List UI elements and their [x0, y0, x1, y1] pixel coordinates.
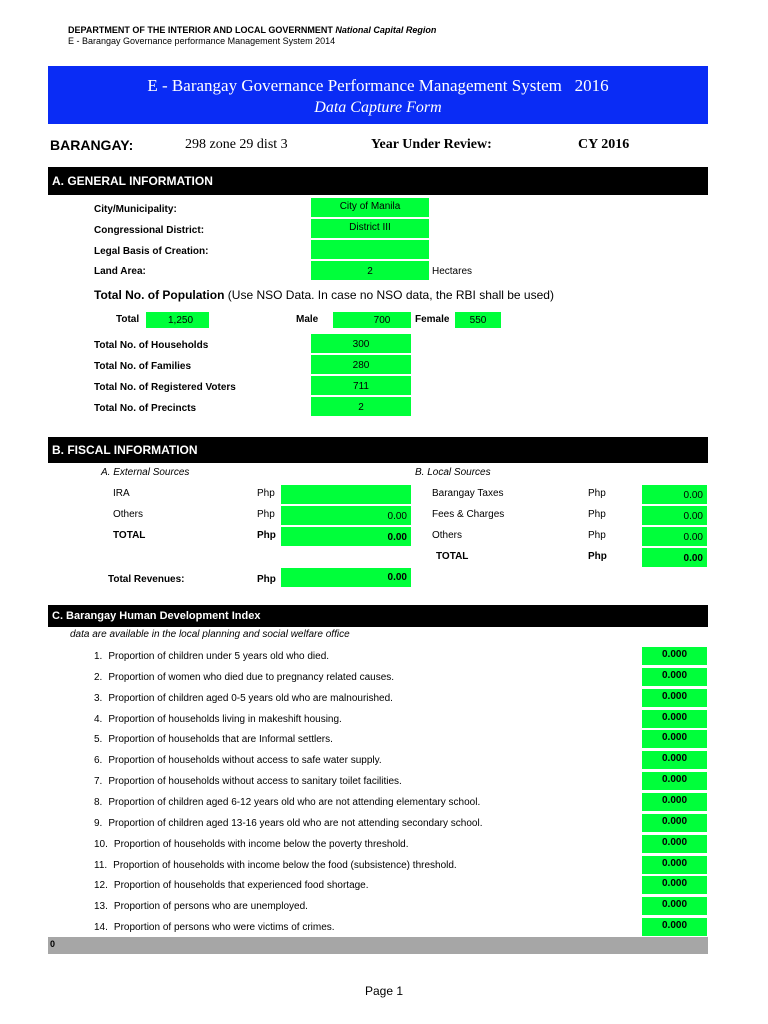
hdi-item-number: 1.	[94, 651, 103, 662]
hdi-item	[94, 672, 394, 683]
taxes-field[interactable]: 0.00	[641, 484, 708, 505]
banner-title-text: E - Barangay Governance Performance Management System	[147, 76, 562, 95]
hdi-item-text: Proportion of households with income below the poverty threshold.	[113, 838, 409, 850]
hdi-item-value[interactable]: 0.000	[641, 688, 708, 708]
land-area-field[interactable]: 2	[310, 260, 430, 281]
region-name: National Capital Region	[335, 25, 437, 35]
families-field[interactable]: 280	[310, 354, 412, 375]
hdi-item-text: Proportion of households without access to safe water supply.	[108, 755, 382, 767]
hdi-item-number: 3.	[94, 692, 103, 704]
ext-others-field[interactable]: 0.00	[280, 505, 412, 526]
ira-currency: Php	[257, 488, 275, 499]
page-number: Page 1	[365, 984, 404, 998]
hdi-item-number: 6.	[94, 755, 103, 767]
hdi-note: data are available in the local planning and social welfare office	[70, 629, 350, 640]
hdi-item-text: Proportion of persons who were victims of crimes.	[113, 922, 335, 934]
banner-year: 2016	[574, 76, 609, 95]
households-label: Total No. of Households	[94, 340, 209, 351]
hdi-item-number: 10.	[94, 838, 108, 850]
land-area-label: Land Area:	[94, 266, 146, 277]
legal-basis-field[interactable]	[310, 239, 430, 260]
hdi-item-text: Proportion of households with income below the food (subsistence) threshold.	[113, 859, 457, 871]
hdi-item	[94, 901, 308, 912]
hdi-item-value[interactable]: 0.000	[641, 834, 708, 854]
voters-field[interactable]: 711	[310, 375, 412, 396]
hdi-item-value[interactable]: 0.000	[641, 750, 708, 770]
loc-others-label: Others	[432, 530, 463, 541]
hdi-item	[94, 755, 382, 766]
hdi-item	[94, 860, 457, 871]
banner-subtitle: Data Capture Form	[314, 99, 442, 116]
district-label: Congressional District:	[94, 225, 205, 236]
fees-field[interactable]: 0.00	[641, 505, 708, 526]
hdi-item-text: Proportion of children aged 6-12 years old who are not attending elementary school.	[108, 796, 481, 808]
fees-currency: Php	[588, 509, 606, 520]
loc-total-field: 0.00	[641, 547, 708, 568]
hdi-item	[94, 651, 329, 662]
hdi-item-value[interactable]: 0.000	[641, 813, 708, 833]
hdi-item-text: Proportion of households without access to sanitary toilet facilities.	[108, 776, 402, 788]
hdi-item-number: 9.	[94, 817, 103, 829]
ext-others-currency: Php	[257, 509, 275, 520]
hdi-item-value[interactable]: 0.000	[641, 646, 708, 666]
hdi-item	[94, 714, 342, 725]
hdi-item-value[interactable]: 0.000	[641, 729, 708, 749]
pop-total-field[interactable]: 1,250	[145, 311, 210, 329]
hdi-item-value[interactable]: 0.000	[641, 667, 708, 687]
taxes-currency: Php	[588, 488, 606, 499]
precincts-label: Total No. of Precincts	[94, 403, 197, 414]
precincts-field[interactable]: 2	[310, 396, 412, 417]
hdi-item-text: Proportion of children aged 0-5 years old who are malnourished.	[108, 692, 393, 704]
ext-total-label: TOTAL	[113, 530, 146, 541]
year-review-value[interactable]: CY 2016	[578, 137, 630, 152]
city-field[interactable]: City of Manila	[310, 197, 430, 218]
year-review-label: Year Under Review:	[371, 137, 492, 152]
ira-label: IRA	[113, 488, 130, 499]
hdi-item-text: Proportion of children aged 13-16 years old who are not attending secondary school.	[108, 817, 483, 829]
hdi-item-text: Proportion of households living in makeshift housing.	[108, 713, 342, 725]
legal-basis-label: Legal Basis of Creation:	[94, 246, 209, 257]
department-header	[68, 25, 436, 35]
households-field[interactable]: 300	[310, 333, 412, 354]
hdi-item-number: 7.	[94, 776, 103, 788]
city-label: City/Municipality:	[94, 204, 177, 215]
hdi-item	[94, 818, 482, 829]
department-name: DEPARTMENT OF THE INTERIOR AND LOCAL GOVERNMENT	[68, 25, 333, 35]
banner-title	[48, 76, 708, 96]
external-sources-title: A. External Sources	[101, 467, 190, 478]
fees-label: Fees & Charges	[432, 509, 505, 520]
barangay-value[interactable]: 298 zone 29 dist 3	[185, 137, 288, 152]
population-note: (Use NSO Data. In case no NSO data, the RBI shall be used)	[227, 288, 554, 302]
barangay-label: BARANGAY:	[50, 137, 134, 153]
hdi-item-number: 4.	[94, 713, 103, 725]
section-fiscal-header: B. FISCAL INFORMATION	[48, 437, 708, 463]
hdi-item	[94, 922, 335, 933]
hdi-item	[94, 693, 393, 704]
hdi-item-number: 14.	[94, 922, 108, 934]
hdi-item	[94, 734, 333, 745]
hdi-item-value[interactable]: 0.000	[641, 896, 708, 916]
ext-others-label: Others	[113, 509, 144, 520]
hdi-item-number: 12.	[94, 880, 108, 892]
section-general-header: A. GENERAL INFORMATION	[48, 167, 708, 195]
hdi-item	[94, 797, 480, 808]
hdi-item-number: 13.	[94, 901, 108, 913]
district-field[interactable]: District III	[310, 218, 430, 239]
revenues-currency: Php	[257, 574, 276, 585]
ext-total-currency: Php	[257, 530, 276, 541]
footer-bar	[48, 937, 708, 954]
hdi-item-text: Proportion of persons who are unemployed.	[113, 901, 308, 913]
hdi-item-value[interactable]: 0.000	[641, 875, 708, 895]
population-heading	[94, 288, 554, 302]
footer-value: 0	[50, 939, 56, 949]
hdi-item	[94, 776, 402, 787]
population-title: Total No. of Population	[94, 288, 225, 302]
system-subtitle: E - Barangay Governance performance Management System 2014	[68, 36, 336, 46]
hdi-item-text: Proportion of households that experienced food shortage.	[113, 880, 369, 892]
loc-others-field[interactable]: 0.00	[641, 526, 708, 547]
hdi-item-value[interactable]: 0.000	[641, 792, 708, 812]
loc-total-label: TOTAL	[436, 551, 469, 562]
loc-others-currency: Php	[588, 530, 606, 541]
voters-label: Total No. of Registered Voters	[94, 382, 236, 393]
hdi-item-value[interactable]: 0.000	[641, 709, 708, 729]
hdi-item-text: Proportion of women who died due to pregnancy related causes.	[108, 671, 395, 683]
hdi-item-value[interactable]: 0.000	[641, 771, 708, 791]
hdi-item-value[interactable]: 0.000	[641, 917, 708, 937]
hdi-item-text: Proportion of households that are Informal settlers.	[108, 734, 333, 746]
hdi-item-number: 2.	[94, 671, 103, 683]
title-banner	[48, 66, 708, 124]
hdi-item	[94, 880, 369, 891]
ext-total-field: 0.00	[280, 526, 412, 547]
hdi-item-number: 11.	[94, 859, 108, 871]
revenues-label: Total Revenues:	[108, 574, 185, 585]
land-area-unit: Hectares	[432, 266, 473, 277]
hdi-item-number: 5.	[94, 734, 103, 746]
hdi-item-number: 8.	[94, 796, 103, 808]
families-label: Total No. of Families	[94, 361, 192, 372]
pop-female-field[interactable]: 550	[454, 311, 502, 329]
local-sources-title: B. Local Sources	[415, 467, 491, 478]
pop-male-label: Male	[296, 314, 319, 325]
hdi-item-text: Proportion of children under 5 years old who died.	[108, 651, 330, 662]
hdi-item-value[interactable]: 0.000	[641, 855, 708, 875]
revenues-field: 0.00	[280, 567, 412, 588]
ira-field[interactable]	[280, 484, 412, 505]
pop-female-label: Female	[415, 314, 450, 325]
taxes-label: Barangay Taxes	[432, 488, 504, 499]
section-hdi-header: C. Barangay Human Development Index	[48, 605, 708, 627]
pop-total-label: Total	[116, 314, 140, 325]
pop-male-field[interactable]: 700	[332, 311, 412, 329]
hdi-item	[94, 839, 409, 850]
loc-total-currency: Php	[588, 551, 607, 562]
